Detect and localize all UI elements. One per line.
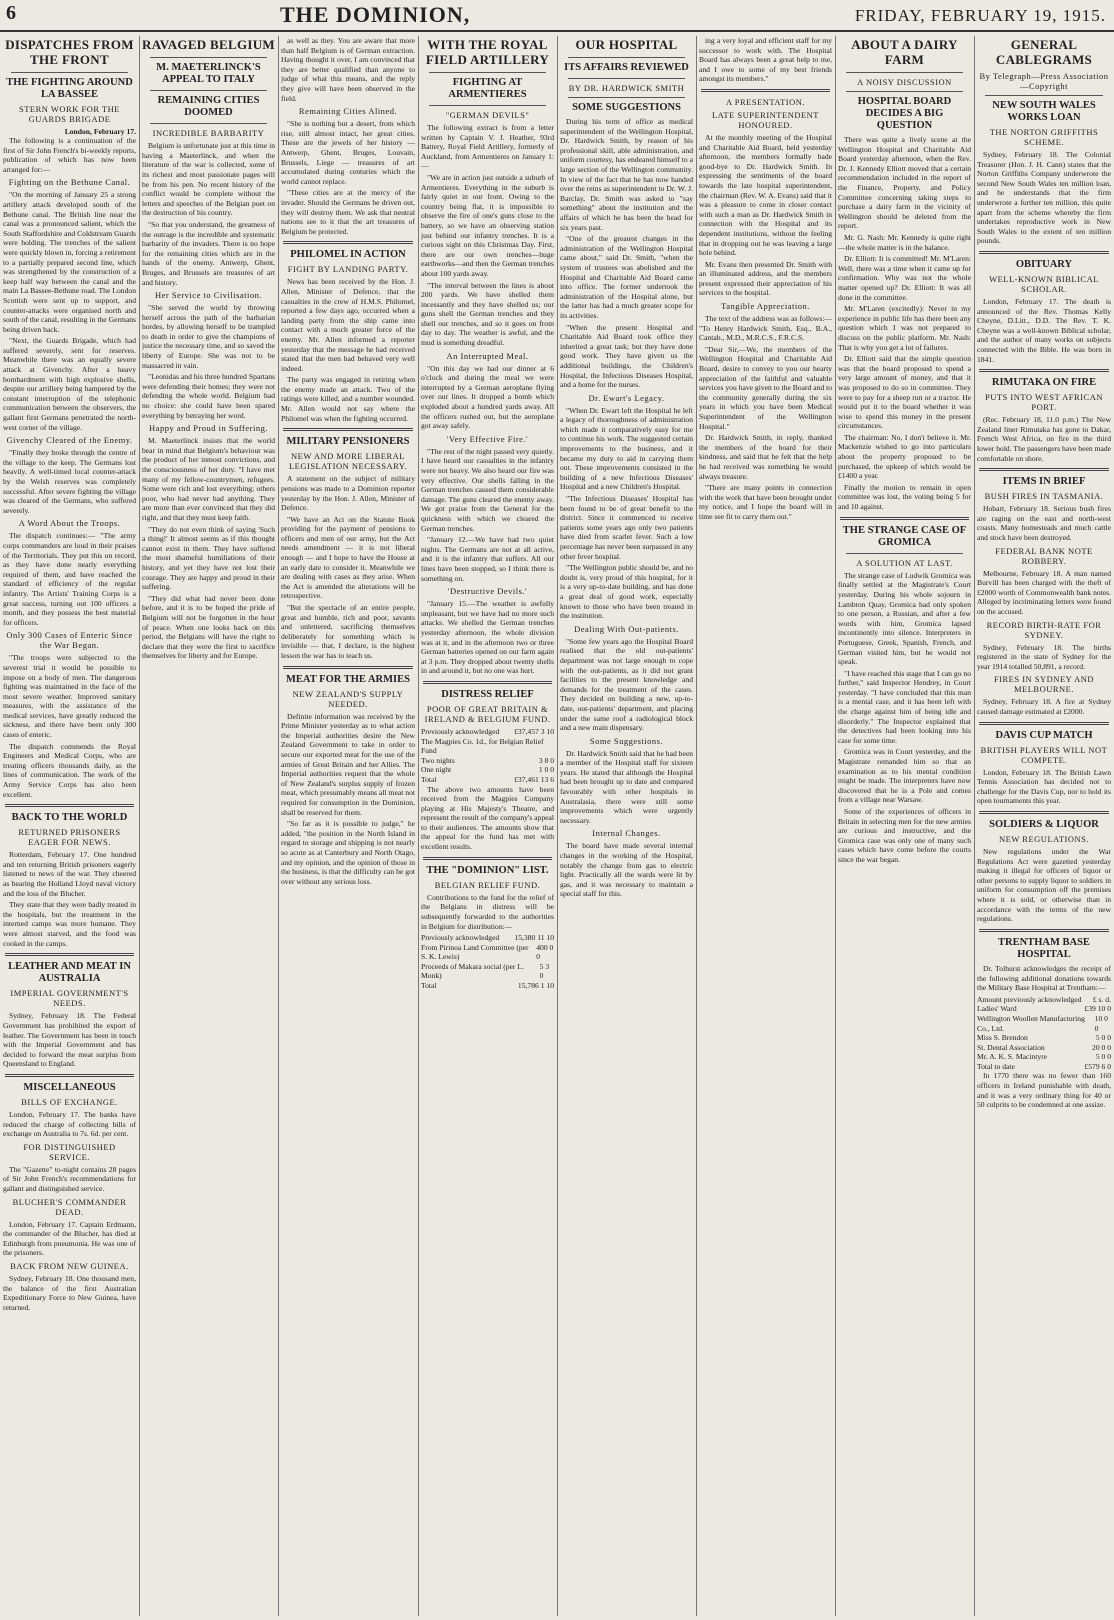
paragraph: "Finally they broke through the centre of the village to the keep. The Germans lost heavily. A well-timed local counter-attack by the Welsh reserves was completely successful. After severe fighting the village was cleared of the Germans, who suffered severely. xyxy=(3,448,136,515)
paragraph: Dr. Tolhurst acknowledges the receipt of the following additional donations towards the Military Base Hospital at Trentham:— xyxy=(977,963,1111,993)
newspaper-title: THE DOMINION, xyxy=(280,2,471,27)
paragraph: "The interval between the lines is about 200 yards. We have shelled them incessantly and they have shelled us; our guns shell the German trenches and they shell our trenches, and so it goes on from day to day. The weather is awful, and the mud is something dreadful. xyxy=(421,280,554,348)
subheadline: NEW REGULATIONS. xyxy=(998,834,1089,845)
column-4 xyxy=(421,36,554,1616)
subheadline: POOR OF GREAT BRITAIN & IRELAND & BELGIUM FUND. xyxy=(424,703,551,724)
column-rule xyxy=(696,36,697,1616)
paragraph: ing a very loyal and efficient staff for my successor to work with. The Hospital Board has always been a great help to me, and I owe to some of my best friends amongst its members." xyxy=(699,36,832,84)
paragraph: London, February 17. Captain Erdmann, the commander of the Blucher, has died at Edinburgh from pneumonia. He was one of the prisoners. xyxy=(3,1219,136,1258)
masthead xyxy=(0,0,1114,32)
section-heading: Happy and Proud in Suffering. xyxy=(149,423,268,434)
table-row: From Pirinoa Land Committee (per S. K. Lewis) 400 0 0 xyxy=(421,942,554,962)
subheadline: BY DR. HARDWICK SMITH xyxy=(568,83,685,93)
table-row: Total 15,786 1 10 xyxy=(421,981,554,991)
article-headline: SOLDIERS & LIQUOR xyxy=(989,819,1099,830)
subheadline: NEW AND MORE LIBERAL LEGISLATION NECESSARY. xyxy=(288,451,408,472)
subheadline: BELGIAN RELIEF FUND. xyxy=(434,879,541,890)
subheadline: FIGHT BY LANDING PARTY. xyxy=(287,264,409,275)
paragraph: "Some few years ago the Hospital Board realised that the old out-patients' department was not large enough to cope with the out-patients, as it did not grant facilities to the present knowledge and demands for the treatment of the cases. They decided on building a new, up-to-date, out-patients' department, and placing under the same roof a radiological block and a new main dispensary. xyxy=(560,636,693,733)
paragraph: Sydney, February 18. The Colonial Treasurer (Hon. J. H. Cann) states that the Norton Griffiths Company underwrote the second New South Wales ten million loan, and he understands that the firm underwrote a further ten million, this quite apart from the scheme whereby the firm undertakes reproductive work in New South Wales to the extent of ten million pounds. xyxy=(977,150,1111,246)
headline: DISPATCHES FROM THE FRONT xyxy=(5,37,134,67)
press-credit: By Telegraph—Press Association—Copyright xyxy=(979,70,1109,91)
paragraph: The strange case of Ludwik Gromica was finally settled at the Magistrate's Court yesterday. During his whole sojourn in Lambton Quay, Gromica had only spoken to one person, a Russian, and after a few words with him, Gromica lapsed incontinently into silence. Interpreters in Portuguese, Greek, Spanish, French, and German visited him, but he would not speak. xyxy=(838,570,971,667)
paragraph: "Dear Sir,—We, the members of the Wellington Hospital and Charitable Aid Board, desire to convey to you our hearty appreciation of the faithful and valuable services you have given to the Board and to the community generally during the six years in which you have been Medical Superintendent of the Wellington Hospital." xyxy=(699,344,832,431)
table-row: Ladies' Ward £39 10 0 xyxy=(977,1004,1111,1014)
paragraph: "We have an Act on the Statute Book providing for the payment of pensions to officers and men of our army, but the Act needs amendment — it is not liberal enough — and I hope to have the House at an early date to consider it. Meanwhile we are dealing with cases as they arise. When the Act is amended the alterations will be retrospective. xyxy=(281,514,415,601)
column-rule xyxy=(418,36,419,1616)
paragraph: "When the present Hospital and Charitable Aid Board took office they inherited a great task; but they have done good work. They have given us the additional buildings, the Children's Hospital, the Infectious Diseases Hospital, and a home for the nurses. xyxy=(560,322,693,390)
paragraph: "The Wellington public should be, and no doubt is, very proud of this hospital, for it is a very up-to-date building, and has done a great deal of good work, especially known to those who have been treated in the institution. xyxy=(560,563,693,621)
contribution-table xyxy=(421,727,554,785)
paragraph: "The troops were subjected to the severest trial it would be possible to impose on a body of men. The dangerous fighting was maintained in the face of the most severe weather. Improved sanitary measures, with the assistance of the medical services, have greatly reduced the sickness, and there have been only 300 cases of enteric. xyxy=(3,653,136,740)
section-heading: Fighting on the Bethune Canal. xyxy=(8,177,131,188)
paragraph: Sydney, February 18. One thousand men, the balance of the first Australian Expeditionary Force to New Guinea, have returned. xyxy=(3,1273,136,1312)
subheadline: BRITISH PLAYERS WILL NOT COMPETE. xyxy=(980,744,1108,765)
paragraph: London, February 17. The banks have reduced the charge of collecting bills of exchange on Australia to 7s. 6d. per cent. xyxy=(3,1109,136,1139)
subheadline: FEDERAL BANK NOTE ROBBERY. xyxy=(995,545,1093,566)
article-headline: LEATHER AND MEAT IN AUSTRALIA xyxy=(8,961,131,985)
section-heading: Internal Changes. xyxy=(592,828,661,839)
paragraph: New regulations under the War Regulations Act were gazetted yesterday making it illegal for officers of liquor or other persons to supply liquor to soldiers in uniform for consumption off the premises where it is sold, or otherwise than in accordance with the terms of the new regulations. xyxy=(977,847,1111,924)
subheadline: A NOISY DISCUSSION xyxy=(857,76,952,87)
contribution-table xyxy=(421,933,554,991)
paragraph: Mr. G. Nash: Mr. Kennedy is quite right—the whole matter is in the balance. xyxy=(838,233,971,252)
column-rule xyxy=(557,36,558,1616)
subheadline: A SOLUTION AT LAST. xyxy=(856,557,953,568)
paragraph: Belgium is unfortunate just at this time in having a Maeterlinck, and when the literature of the war is collected, some of its richest and most passionate pages will be from his pen. No recent history of the conflict would be complete without the letters and speeches of the Belgian poet on the destruction of his country. xyxy=(142,141,275,218)
article-headline: OBITUARY xyxy=(1015,258,1073,270)
table-row: Two nights 3 8 0 xyxy=(421,755,554,765)
article-headline: ITEMS IN BRIEF xyxy=(1002,476,1086,488)
article-headline: MEAT FOR THE ARMIES xyxy=(286,673,410,685)
headline: ABOUT A DAIRY FARM xyxy=(851,37,958,67)
subheadline: REMAINING CITIES DOOMED xyxy=(157,95,260,119)
paragraph: London, February 18. The British Lawn Tennis Association has decided not to challenge for the Davis Cup, nor to hold its open tournaments this year. xyxy=(977,767,1111,806)
paragraph: "On this day we had our dinner at 6 o'clock and during the meal we were interrupted by a German aeroplane flying over our lines. It dropped a bomb which exploded about a hundred yards away. All the officers rushed out, but the aeroplane got away safely. xyxy=(421,363,554,431)
table-row: Total £37,461 13 6 xyxy=(421,774,554,784)
table-row: Mr. A. K. S. Macintyre 5 0 0 xyxy=(977,1052,1111,1062)
article-headline: DAVIS CUP MATCH xyxy=(995,729,1093,741)
paragraph: The dispatch commends the Royal Engineers and Medical Corps, who are treating officers thousands daily, as the lines of communication. The work of the Army Service Corps has also been excellent. xyxy=(3,741,136,799)
article-headline: MILITARY PENSIONERS xyxy=(286,436,410,448)
paragraph: "She is nothing but a desert, from which rise, still almost intact, her great cities. These are the jewels of her history — Antwerp, Ghent, Bruges, Louvain, Brussels, Liege — treasures of art accumulated during centuries which the world cannot replace. xyxy=(281,119,415,186)
column-rule xyxy=(835,36,836,1616)
article-headline: PHILOMEL IN ACTION xyxy=(290,249,406,261)
section-heading: Some Suggestions. xyxy=(589,735,664,746)
column-3 xyxy=(281,36,415,1616)
subheadline: NEW ZEALAND'S SUPPLY NEEDED. xyxy=(292,688,404,709)
column-7 xyxy=(838,36,971,1616)
paragraph: "One of the greatest changes in the administration of the Wellington Hospital came about," said Dr. Smith, "when the system of trustees was abolished and the Hospital and Charitable Aid Board came into office. The former undertook the administration of the Hospital alone, but the latter has had a much greater scope for its activities. xyxy=(560,234,693,320)
section-heading: A Word About the Troops. xyxy=(18,518,121,529)
table-row: Miss S. Brendon 5 0 0 xyxy=(977,1033,1111,1043)
paragraph: Dr. Hardwick Smith said that he had been a member of the Hospital staff for sixteen years. He stated that although the Hospital had been brought up to date and compared favourably with other hospitals in Australasia, there were still some improvements which were urgently necessary. xyxy=(560,748,693,825)
paragraph: The chairman: No, I don't believe it. Mr. Mackenzie wished to go into particulars about the property proposed to be purchased, the upkeep of which would be £1400 a year. xyxy=(838,432,971,481)
table-row: Total to date £579 6 0 xyxy=(977,1061,1111,1071)
page-number: 6 xyxy=(6,2,16,24)
dateline: London, February 17. xyxy=(64,127,136,136)
paragraph: Dr. Elliott said that the simple question was that the board proposed to spend a very large amount of money, and that it was proposed to do so in committee. They were to pay for a sheep run or a tractor. He would put it to the board whether it was wise to spend this money in the present circumstances. xyxy=(838,354,971,431)
column-rule xyxy=(278,36,279,1616)
section-heading: Givenchy Cleared of the Enemy. xyxy=(6,435,133,446)
subheadline: INCREDIBLE BARBARITY xyxy=(152,128,265,139)
paragraph: Some of the experiences of officers in Britain in selecting men for the new armies are curious and instructive, and the Gromica case was only one of many such cases which have come before the courts since the war began. xyxy=(838,807,971,864)
paragraph: "When Dr. Ewart left the Hospital he left a legacy of thoroughness of administration which made it comparatively easy for me to continue his work. The suggested certain improvements to the business, and it became my duty to aid in carrying them out. These improvements consisted in the building of a new Infectious Diseases' Hospital and a new Children's Hospital. xyxy=(560,405,693,492)
column-8 xyxy=(977,36,1111,1616)
paragraph: "They did what had never been done before, and it is to be hoped the pride of Belgium will not be forgotten in the hour of peace. When one looks back on this period, the Belgians will have the right to declare that they were the first to sacrifice themselves for liberty and for Europe. xyxy=(142,593,275,661)
subheadline: WELL-KNOWN BIBLICAL SCHOLAR. xyxy=(989,274,1099,294)
paragraph: "These cities are at the mercy of the invader. Should the Germans be driven out, they will destroy them. We ask that neutral nations see to it that the art treasures of Belgium be protected. xyxy=(281,188,415,236)
paragraph: "Next, the Guards Brigade, which had suffered severely, sent for reserves. Meanwhile there was an equally severe attack at Givenchy. After a heavy bombardment with high explosive shells, despite our artillery being hampered by the constant interruption of the telephonic communication between the observers, the gallant first Germans penetrated the north-west corner of the village. xyxy=(3,336,136,432)
paragraph: "Leonidas and his three hundred Spartans were defending their homes; they were not defending the whole world. Belgium had no choice: she could have been spared everything by betraying her word. xyxy=(142,372,275,420)
subheadline: "GERMAN DEVILS" xyxy=(445,110,530,120)
donation-table xyxy=(977,995,1111,1072)
subheadline: FOR DISTINGUISHED SERVICE. xyxy=(23,1141,116,1162)
table-row: One night 1 0 0 xyxy=(421,765,554,775)
subheadline: BLUCHER'S COMMANDER DEAD. xyxy=(12,1196,127,1217)
paragraph: Sydney, February 18. The births registered in the state of Sydney for the year 1914 totalled 50,891, a record. xyxy=(977,642,1111,671)
paragraph: The following is a continuation of the first of Sir John French's bi-weekly reports, publication of which has now been arranged for:— xyxy=(3,136,136,174)
table-row: The Magpies Co. 1d., for Belgian Relief Fund xyxy=(421,736,544,756)
subheadline: STERN WORK FOR THE GUARDS BRIGADE xyxy=(18,104,120,124)
section-heading: Tangible Appreciation. xyxy=(721,301,810,312)
table-row: Previously acknowledged 15,380 11 10 xyxy=(421,933,554,943)
paragraph: "But the spectacle of an entire people, great and humble, rich and poor, savants and unlettered, sacrificing themselves deliberately for something which is invisible — that, I declare, is the highest lesson the war has to teach us. xyxy=(281,603,415,660)
section-heading: Her Service to Civilisation. xyxy=(154,290,262,301)
paragraph: The board have made several internal changes in the working of the Hospital, notably the change from gas to electric light. Practically all the wards were lit by gas, and it was necessary to maintain a special staff for this. xyxy=(560,841,693,899)
article-headline: THE "DOMINION" LIST. xyxy=(426,864,549,876)
paragraph: London, February 17. The death is announced of the Rev. Thomas Kelly Cheyne, D.Litt., D.D. The Rev. T. K. Cheyne was a well-known Biblical scholar, and the author of many works on subjects connected with the Bible. He was born in 1841. xyxy=(977,297,1111,364)
column-6 xyxy=(699,36,832,1616)
paragraph: Rotterdam, February 17. One hundred and ten returning British prisoners eagerly listened to news of the war. They cheered as bearing the Holland Lloyd naval victory and the loss of the Blucher. xyxy=(3,850,136,898)
table-row: Proceeds of Makara social (per L. Monk) 5 3 0 xyxy=(421,961,550,981)
paragraph: The "Gazette" to-night contains 28 pages of Sir John French's recommendations for gallant and distinguished service. xyxy=(3,1164,136,1193)
subheadline: HOSPITAL BOARD DECIDES A BIG QUESTION xyxy=(857,95,952,131)
column-2 xyxy=(142,36,275,1616)
subheadline: A PRESENTATION. xyxy=(725,96,806,107)
article-headline: MISCELLANEOUS xyxy=(23,1081,116,1093)
paragraph: "The Infectious Diseases' Hospital has been found to be of great benefit to the district. Since it commenced to receive patients some years ago only two patients have died from scarlet fever. Such a low percentage has never been surpassed in any other fever hospital. xyxy=(560,494,693,561)
subheadline: BACK FROM NEW GUINEA. xyxy=(10,1260,129,1271)
section-heading: 'Destructive Devils.' xyxy=(447,586,528,597)
headline: WITH THE ROYAL FIELD ARTILLERY xyxy=(425,37,550,67)
paragraph: The following extract is from a letter written by Captain V. J. Heather, 93rd Battery, Royal Field Artillery, formerly of Auckland, from Armentieres on January 1:— xyxy=(421,123,554,171)
article-headline: NEW SOUTH WALES WORKS LOAN xyxy=(992,99,1096,123)
subheadline: FIGHTING AT ARMENTIERES xyxy=(448,76,527,100)
article-headline: TRENTHAM BASE HOSPITAL xyxy=(998,936,1090,960)
paragraph: "There are many points in connection with the work that have been brought under my notice, and I hope the board will in time see fit to carry them out." xyxy=(699,483,832,521)
paragraph: "I have reached this stage that I can go no further," said Inspector Hendrey, in Court yesterday. "I have concluded that this man is a mental case, and it has been left with the charge against him of being idle and disorderly." The Inspector explained that the detectives had been looking into his case for some time. xyxy=(838,668,971,745)
paragraph: News has been received by the Hon. J. Allen, Minister of Defence, that the casualties in the crew of H.M.S. Philomel, reported a few days ago, occurred when a landing party from the ship came into contact with a much greater force of the enemy. Mr. Allen informed a reporter yesterday that the message he had received stated that the men had behaved very well indeed. xyxy=(281,277,415,373)
article-headline: THE STRANGE CASE OF GROMICA xyxy=(842,524,967,548)
paragraph: Finally the motion to remain in open committee was lost, the voting being 5 for and 10 against. xyxy=(838,482,971,512)
paragraph: In 1770 there was no fewer than 160 officers in Ireland punishable with death, and it was a very ordinary thing for 40 or 50 culprits to be condemned at one assize. xyxy=(977,1071,1111,1110)
section-heading: 'Very Effective Fire.' xyxy=(446,433,529,444)
paragraph: "So that you understand, the greatness of the outrage is the incredible and systematic barbarity of the invaders. There is no hope for the remaining cities which are in the hands of the enemy. Antwerp, Ghent, Bruges, and Brussels are treasures of art and history. xyxy=(142,219,275,287)
article-headline: BACK TO THE WORLD xyxy=(11,812,128,824)
paragraph: The text of the address was as follows:— "To Henry Hardwick Smith, Esq., B.A., Cantab., M.D., M.R.C.S., F.R.C.S. xyxy=(699,314,832,343)
subheadline: LATE SUPERINTENDENT HONOURED. xyxy=(711,109,819,130)
column-rule xyxy=(139,36,140,1616)
subheadline: SOME SUGGESTIONS xyxy=(572,102,681,113)
paragraph: Definite information was received by the Prime Minister yesterday as to what action the Imperial authorities desire the New Zealand Government to take in order to secure our exported meat for the use of the armies of Great Britain and her Allies. The Imperial authorities request that the whole of New Zealand's surplus supply of frozen meat, which presumably means all meat not required for consumption in the Dominion, shall be reserved for them. xyxy=(281,711,415,817)
subheadline: IMPERIAL GOVERNMENT'S NEEDS. xyxy=(10,988,129,1009)
paragraph: "January 12.—We have had two quiet nights. The Germans are not at all active, and it is the infantry that suffers. All our lines have been stopped, so I think there is something on. xyxy=(421,535,554,583)
section-heading: Only 300 Cases of Enteric Since the War Began. xyxy=(6,630,133,651)
paragraph: There was quite a lively scene at the Wellington Hospital and Charitable Aid Board yesterday afternoon, when the Rev. Dr. J. Kennedy Elliott moved that a certain recommendation included in the report of the Finance, Property, and Policy Committee concerning taking steps to purchase a dairy farm in the vicinity of Wellington should be deleted from the report. xyxy=(838,135,971,231)
paragraph: (Rec. February 18, 11.0 p.m.) The New Zealand liner Rimutaka has gone to Dakar, French West Africa, on fire in the third lower hold. The passengers have been made comfortable on shore. xyxy=(977,415,1111,463)
section-heading: Dealing With Out-patients. xyxy=(574,623,679,634)
paragraph: The dispatch continues:— "The army corps commanders are loud in their praises of the Territorials. They put this on record, as they have done nearly everything required of them, and have reached the standard of efficiency of the regular infantry. The Artists' Training Corps is a great success, turning out 100 officers a month, and they possess the best material for officers. xyxy=(3,531,136,627)
section-heading: An Interrupted Meal. xyxy=(446,350,529,361)
table-row: Wellington Woollen Manufacturing Co., Ltd. 10 0 0 xyxy=(977,1013,1108,1033)
paragraph: "They do not even think of saying 'Such a thing!' It almost seems as if this thought cannot exist in them. They have suffered the most shameful humiliations of their history, and yet they have not lost their courage. They are happy and proud in their suffering. xyxy=(142,524,275,592)
subheadline: RETURNED PRISONERS EAGER FOR NEWS. xyxy=(18,827,121,848)
paragraph: During his term of office as medical superintendent of the Wellington Hospital, Dr. Hardwick Smith, by reason of his professional skill, able administration, and uniform courtesy, has endeared himself to a large section of the Wellington community. In view of the fact that he has now handed over the reins as superintendent to Dr. W. J. Barclay, Dr. Smith was asked to "say something" about the institution and the affairs of which he has been the head for six years past. xyxy=(560,117,693,232)
column-5 xyxy=(560,36,693,1616)
headline: RAVAGED BELGIUM xyxy=(142,37,275,52)
article-headline: DISTRESS RELIEF xyxy=(441,688,534,700)
subheadline: BUSH FIRES IN TASMANIA. xyxy=(984,491,1104,502)
paragraph: Sydney, February 18. A fire at Sydney caused damage estimated at £2000. xyxy=(977,697,1111,716)
column-1 xyxy=(3,36,136,1616)
paragraph: The party was engaged in retiring when the enemy made an attack. Two of the ratings were killed, and a number wounded. Mr. Allen would not say where the Philomel was when the fighting occurred. xyxy=(281,375,415,423)
subheadline: FIRES IN SYDNEY AND MELBOURNE. xyxy=(993,674,1095,695)
paragraph: "We are in action just outside a suburb of Armentieres. Everything in the suburb is fairly quiet in our front. Owing to the country being flat, it is impossible to observe the fire of one's guns close to the battery, so we have an observing station just behind our infantry trenches. It is a curious sight on this Christmas Day. First, there are our own trenches—huge earthworks—and then the German trenches about 100 yards away. xyxy=(421,172,554,278)
paragraph: "On the morning of January 25 a strong artillery attack developed south of the Bethune canal. The British line near the canal was a pronounced salient, which the South Staffordshire and Coldstream Guards were holding. The trenches of the salient were quickly blown in, forcing a retirement to a partially prepared second line, which was strengthened by the construction of a keep half way between the canal and the main La Bassee-Bethune road. The London Scottish were sent up to support, and counter-attacks were organised north and south of the canal, resulting in the Germans being driven back. xyxy=(3,190,136,334)
paragraph: "January 15.—The weather is awfully unpleasant, but we have had no more such attacks. We shelled the German trenches yesterday afternoon, the whole division was at it, and in the afternoon two or three German batteries opened on our farm again at 3 p.m. They dropped about twenty shells in and around it, but no one was hurt. xyxy=(421,599,554,676)
paragraph: Hobart, February 18. Serious bush fires are raging on the east and north-west coasts. Many homesteads and much cattle and stock have been destroyed. xyxy=(977,504,1111,543)
paragraph: Contributions to the fund for the relief of the Belgians in distress will be subsequently forwarded to the authorities in Belgium for distribution:— xyxy=(421,892,554,931)
paragraph: Sydney, February 18. The Federal Government has prohibited the export of leather. The Government has been in touch with the Imperial Government and has decided to forward the meat surplus from Queensland to England. xyxy=(3,1011,136,1069)
subheadline: M. MAETERLINCK'S APPEAL TO ITALY xyxy=(156,61,261,85)
table-row: Amount previously acknowledged £ s. d. xyxy=(977,994,1111,1004)
paragraph: as well as they. You are aware that more than half Belgium is of German extraction. Having thought it over, I am convinced that they are better qualified than anyone to judge of what this means, and the reply they give will have been observed in the field. xyxy=(281,36,415,103)
section-heading: Dr. Ewart's Legacy. xyxy=(588,392,665,403)
subheadline: RECORD BIRTH-RATE FOR SYDNEY. xyxy=(986,619,1102,640)
column-rule xyxy=(974,36,975,1616)
paragraph: "The rest of the night passed very quietly. I have heard our casualties in the infantry were not heavy. We also heard our fire was very effective. Our shells falling in the German trenches caused them considerable damage. The guns cleared the enemy away. We got praise from the General for the quickness with which we cleared the German trenches. xyxy=(421,446,554,533)
headline: OUR HOSPITAL xyxy=(575,37,678,52)
paragraph: "She served the world by throwing herself across the path of the barbarian hordes, by allowing herself to be trampled to death in order to give the champions of justice the necessary time, and so saved the liberty of Europe. She was not to be massacred in vain. xyxy=(142,303,275,370)
issue-date: FRIDAY, FEBRUARY 19, 1915. xyxy=(854,6,1106,25)
paragraph: Gromica was in Court yesterday, and the Magistrate remanded him so that an examination as to his mental condition might be made. The interpreters have now discovered that he is a Pole and comes from a village near Warsaw. xyxy=(838,747,971,805)
subheadline: PUTS INTO WEST AFRICAN PORT. xyxy=(985,392,1103,413)
subheadline: THE NORTON GRIFFITHS SCHEME. xyxy=(989,127,1099,147)
paragraph: "So far as it is possible to judge," he added, "the position in the North Island in regard to storage and shipping is not nearly so acute as at Canterbury and North Otago, and my opinion, and the opinion of those in the business, is that the difficulty can be got over without any serious loss. xyxy=(281,819,415,886)
table-row: St. Dental Association 20 0 0 xyxy=(977,1042,1111,1052)
table-row: Previously acknowledged £37,457 3 10 xyxy=(421,726,554,736)
subheadline: BILLS OF EXCHANGE. xyxy=(21,1096,118,1107)
paragraph: They state that they were badly treated in the hospitals, but the treatment in the interned camps was more humane. They were almost starved, and the food was cooked in the camps. xyxy=(3,900,136,948)
headline: GENERAL CABLEGRAMS xyxy=(995,37,1093,67)
article-headline: RIMUTAKA ON FIRE xyxy=(991,377,1097,389)
subheadline: ITS AFFAIRS REVIEWED xyxy=(564,61,689,73)
paragraph: A statement on the subject of military pensions was made to a Dominion reporter yesterday by the Hon. J. Allen, Minister of Defence. xyxy=(281,474,415,513)
paragraph: Melbourne, February 18. A man named Burvill has been charged with the theft of £2000 worth of Commonwealth bank notes. Alleged by incriminating letters were found on the accused. xyxy=(977,568,1111,616)
paragraph: At the monthly meeting of the Hospital and Charitable Aid Board, held yesterday afternoon, the members formally bade good-bye to Dr. Hardwick Smith. In expressing the sentiments of the board towards the late hospital superintendent, the chairman (Rev. W. A. Evans) said that it was a pleasure to come in closer contact with such a man as Dr. Hardwick Smith in connection with the Hospital and its dependent institutions, without the feeling that in dropping out he was leaving a large hole behind. xyxy=(699,132,832,258)
subheadline: THE FIGHTING AROUND LA BASSEE xyxy=(6,76,133,100)
section-heading: Remaining Cities Alined. xyxy=(298,106,398,117)
paragraph: Dr. Hardwick Smith, in reply, thanked the members of the board for their kindness, and said that he felt that the help he had received was something he would always treasure. xyxy=(699,433,832,481)
paragraph: M. Maeterlinck insists that the world bear in mind that Belgium's behaviour was the product of her inmost convictions, and the consciousness of her duty. "I have met many of my fellow-countrymen, refugees. Some were rich and lost everything; others poor, who had never had anything. They are more than ever convinced that they did right, and that they must keep faith. xyxy=(142,436,275,522)
paragraph: The above two amounts have been received from the Magpies Company playing at His Majesty's Theatre, and represent the result of the company's appeal to their audiences. The amounts show that the appeal for the fund has met with excellent results. xyxy=(421,784,554,852)
paragraph: Dr. Elliott: It is committed! Mr. M'Laren: Well, there was a time when it came up for confirmation. Why was not the whole matter opened up? Dr. Elliott: It was all done in the committee. xyxy=(838,254,971,302)
paragraph: Mr. M'Laren (excitedly): Never in my experience in public life has there been any question which I was not prepared to discuss on the public platform. Mr. Nash: That is why you get a lot of failures. xyxy=(838,304,971,352)
paragraph: Mr. Evans then presented Dr. Smith with an illuminated address, and the members present expressed their appreciation of his services to the hospital. xyxy=(699,259,832,298)
